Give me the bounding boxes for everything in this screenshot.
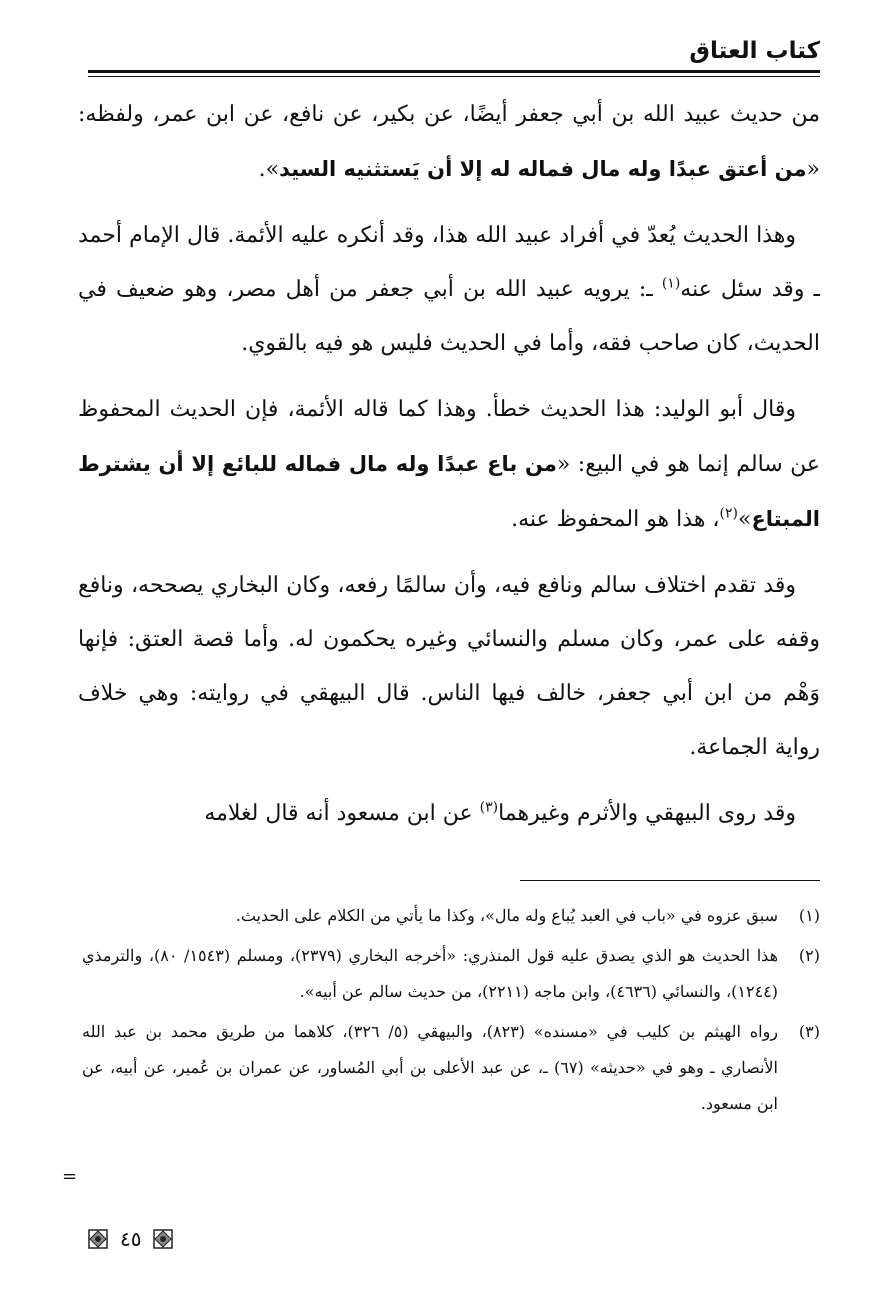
continuation-mark: = xyxy=(62,1166,78,1187)
footnote-1 xyxy=(82,898,820,934)
footnote-number: (٣) xyxy=(798,1022,820,1041)
footnote-ref-3[interactable]: (٣) xyxy=(479,799,499,816)
footnote-2 xyxy=(82,938,820,1010)
ornament-icon xyxy=(153,1229,173,1249)
footnote-text: هذا الحديث هو الذي يصدق عليه قول المنذري: «أخرجه البخاري (٢٣٧٩)، ومسلم (١٥٤٣/ ٨٠)، والترمذي (١٢٤٤)، والنسائي (٤٦٣٦)، وابن ماجه (٢٢١١)، من حديث سالم عن أبيه». xyxy=(82,946,779,1001)
footnote-ref-1[interactable]: (١) xyxy=(661,275,681,292)
running-header-title: كتاب العتاق xyxy=(689,38,820,64)
footnote-separator xyxy=(520,880,820,881)
page-number-block xyxy=(88,1222,173,1256)
footnote-number: (١) xyxy=(798,906,820,925)
page-number: ٤٥ xyxy=(120,1227,142,1251)
footnote-number: (٢) xyxy=(798,946,820,965)
paragraph-5: وقد روى البيهقي والأثرم وغيرهما$^{(٣)}$ عن ابن مسعود أنه قال لغلامه xyxy=(204,799,796,826)
footnote-3 xyxy=(82,1014,820,1122)
footnote-text: سبق عزوه في «باب في العبد يُباع وله مال»، وكذا ما يأتي من الكلام على الحديث. xyxy=(235,906,778,925)
footnote-text: رواه الهيثم بن كليب في «مسنده» (٨٢٣)، والبيهقي (٥/ ٣٢٦)، كلاهما من طريق محمد بن عبد الله الأنصاري ـ وهو في «حديثه» (٦٧) ـ، عن عبد الأعلى بن أبي المُساور، عن عمران بن عُمير، عن أبيه، عن ابن مسعود. xyxy=(82,1022,779,1113)
hadith-quote: من أعتق عبدًا وله مال فماله له إلا أن يَستثنيه السيد xyxy=(279,157,807,181)
header-rule-thick xyxy=(88,70,820,73)
footnote-ref-2[interactable]: (٢) xyxy=(719,505,738,522)
paragraph-1: من حديث عبيد الله بن أبي جعفر أيضًا، عن بكير، عن نافع، عن ابن عمر، ولفظه: «من أعتق عبدًا وله مال فماله له إلا أن يَستثنيه السيد». xyxy=(78,102,820,182)
paragraph-3: وقال أبو الوليد: هذا الحديث خطأ. وهذا كما قاله الأئمة، فإن الحديث المحفوظ عن سالم إنما هو في البيع: «من باع عبدًا وله مال فماله للبائع إلا أن يشترط المبتاع»$^{(٢)}$، هذا هو المحفوظ عنه. xyxy=(78,397,821,532)
footnotes xyxy=(82,898,820,1126)
paragraph-4: وقد تقدم اختلاف سالم ونافع فيه، وأن سالمًا رفعه، وكان البخاري يصححه، ونافع وقفه على عمر، وكان مسلم والنسائي وغيره يحكمون له. وأما قصة العتق: فإنها وَهْم من ابن أبي جعفر، خالف فيها الناس. قال البيهقي في روايته: وهي خلاف رواية الجماعة. xyxy=(78,573,820,760)
ornament-icon xyxy=(88,1229,108,1249)
main-text xyxy=(78,88,820,853)
header-rule-thin xyxy=(88,76,820,77)
paragraph-2: وهذا الحديث يُعدّ في أفراد عبيد الله هذا، وقد أنكره عليه الأئمة. قال الإمام أحمد ـ وقد سئل عنه$^{(١)}$ ـ: يرويه عبيد الله بن أبي جعفر من أهل مصر، وهو ضعيف في الحديث، كان صاحب فقه، وأما في الحديث فليس هو فيه بالقوي. xyxy=(78,223,820,356)
hadith-quote: من باع عبدًا وله مال فماله للبائع إلا أن يشترط المبتاع xyxy=(78,452,820,531)
